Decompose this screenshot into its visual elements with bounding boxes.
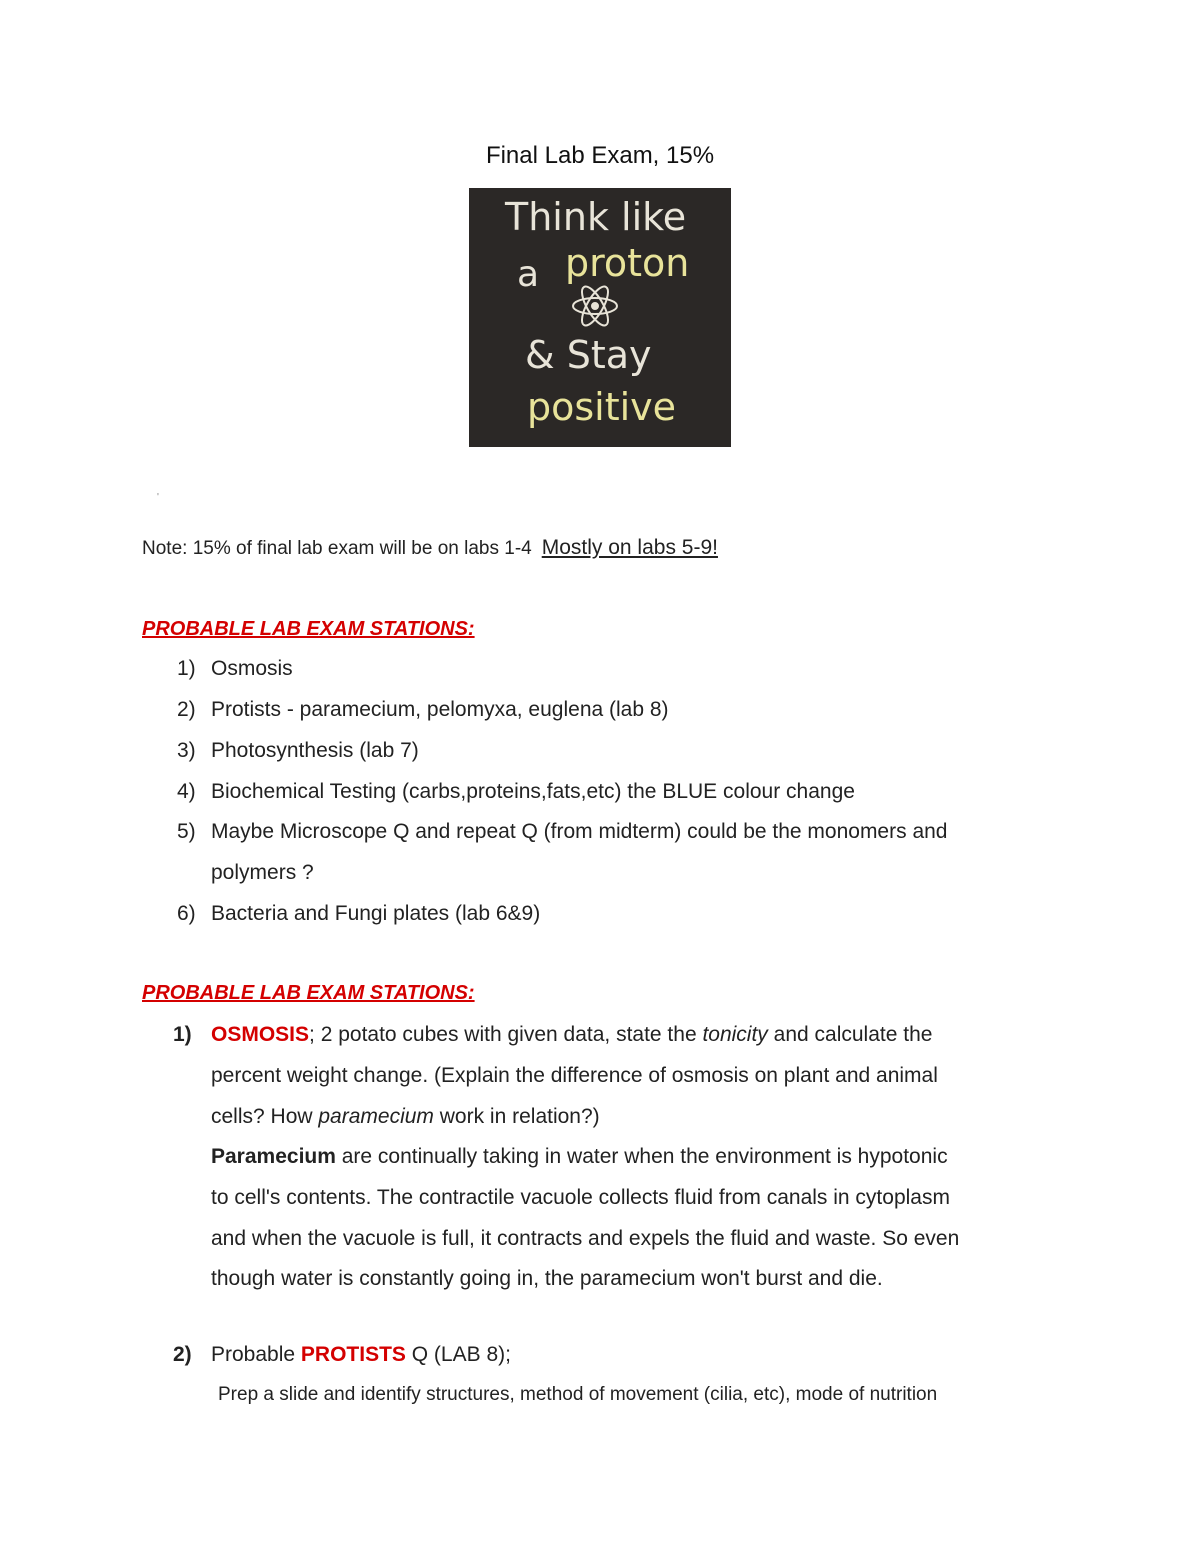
chalkboard-image <box>469 188 731 447</box>
section-heading-2: PROBABLE LAB EXAM STATIONS: <box>142 982 475 1004</box>
chalk-line-3: & Stay <box>525 333 652 377</box>
protists-keyword: PROTISTS <box>300 1343 406 1366</box>
paramecium-paragraph-line-4: though water is constantly going in, the paramecium won't burst and die. <box>211 1267 883 1290</box>
osmosis-keyword: OSMOSIS <box>211 1023 310 1046</box>
section-heading-1: PROBABLE LAB EXAM STATIONS: <box>142 618 475 640</box>
stray-mark: ' <box>157 492 159 503</box>
chalk-line-2b: proton <box>565 241 690 285</box>
paramecium-paragraph-line-1: Paramecium are continually taking in water when the environment is hypotonic <box>211 1145 948 1168</box>
chalk-line-2a: a <box>517 254 540 295</box>
paramecium-paragraph-line-3: and when the vacuole is full, it contracts and expels the fluid and waste. So even <box>211 1227 960 1250</box>
station-1-line-2: percent weight change. (Explain the difference of osmosis on plant and animal <box>211 1064 938 1087</box>
station-1-line-3: cells? How paramecium work in relation?) <box>211 1105 600 1128</box>
atom-icon <box>573 283 617 329</box>
chalk-line-1: Think like <box>505 195 687 239</box>
page-title: Final Lab Exam, 15% <box>485 142 715 169</box>
note-emphasis: Mostly on labs 5-9! <box>541 536 718 559</box>
note-line <box>142 536 718 560</box>
chalkboard-illustration <box>469 188 731 447</box>
station-2-detail: Prep a slide and identify structures, method of movement (cilia, etc), mode of nutrition <box>218 1384 938 1405</box>
paramecium-paragraph-line-2: to cell's contents. The contractile vacuole collects fluid from canals in cytoplasm <box>211 1186 950 1209</box>
note-text: Note: 15% of final lab exam will be on labs 1-4 <box>142 538 532 559</box>
chalk-line-4: positive <box>527 385 677 429</box>
